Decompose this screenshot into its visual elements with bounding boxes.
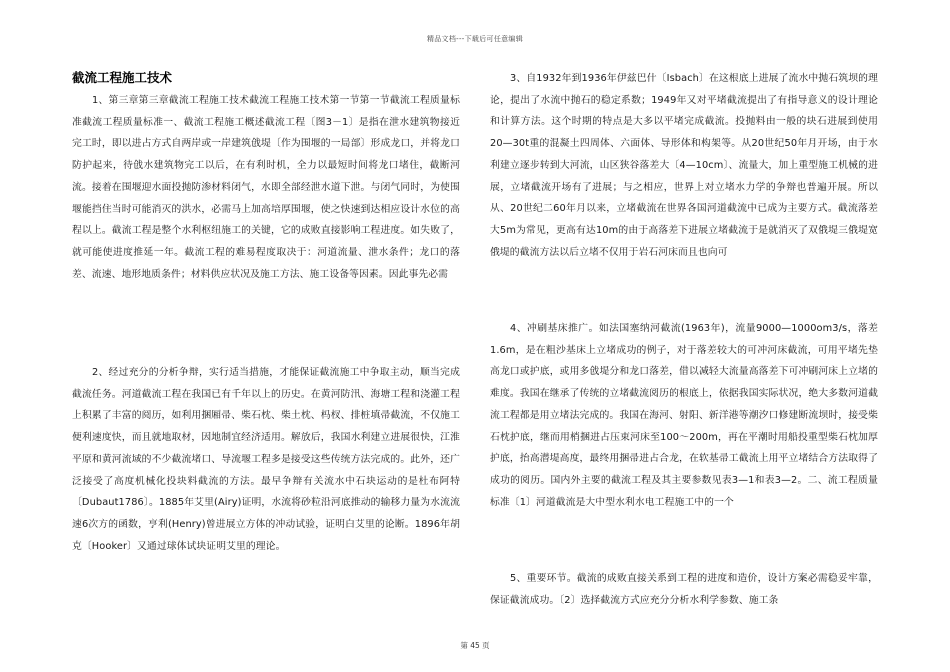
paragraph-2: 2、经过充分的分析争辩，实行适当措施，才能保证截流施工中争取主动，顺当完成截流任务。河道截流工程在我国已有千年以上的历史。在黄河防汛、海塘工程和浇灌工程上积累了丰富的阅历，如利用捆厢帚、柴石枕、柴土枕、杩杈、排桩填帚截流，不仅施工便利速度快，而且就地取材，因地制宜经济适用。解放后，我国水利建立进展很快，江淮平原和黄河流域的不少截流堵口、导流堰工程多是接受这些传统方法完成的。此外，还广泛接受了高度机械化投块料截流的方法。最早争辩有关流水中石块运动的是杜布阿特〔Dubaut1786〕。1885年艾里(Airy)证明，水流将砂粒沿河底推动的输移力量为水流流速6次方的函数，亨利(Henry)曾进展立方体的冲动试验，证明白艾里的论断。1896年胡克〔Hooker〕又通过球体试块证明艾里的理论。 [72, 367, 460, 552]
paragraph-5: 5、重要环节。截流的成败直接关系到工程的进度和造价，设计方案必需稳妥牢靠，保证截流成功。〔2〕选择截流方式应充分分析水利学参数、施工条 [490, 573, 878, 606]
paragraph-4: 4、冲刷基床推广。如法国塞纳河截流(1963年)，流量9000—1000om3/s，落差1.6m，是在粗沙基床上立堵成功的例子，对于落差较大的可冲河床截流，可用平堵先垫高龙口或护底，或用多戗堤分和龙口落差，借以减轻大流量高落差下可冲刷河床上立堵的难度。我国在继承了传统的立堵截流阅历的根底上，依据我国实际状况，绝大多数河道截流工程都是用立堵法完成的。我国在海河、射阳、新洋港等潮汐口修建断流坝时，接受柴石枕护底，继而用梢捆进占压束河床至100～200m，再在平潮时用船投重型柴石枕加厚护底，抬高潜堤高度，最终用捆帚进占合龙，在软基帚工截流上用平立堵结合方法取得了成功的阅历。国内外主要的截流工程及其主要参数见表3—1和表3—2。二、流工程质量标准〔1〕河道截流是大中型水利水电工程施工中的一个 [490, 323, 878, 508]
paragraph-3: 3、自1932年到1936年伊兹巴什〔Isbach〕在这根底上进展了流水中抛石筑坝的理论，提出了水流中抛石的稳定系数；1949年又对平堵截流提出了有指导意义的设计理论和计算方法。这个时期的特点是大多以平堵完成截流。投抛料由一般的块石进展到使用20—30t重的混凝土四周体、六面体、导形体和构架等。从20世纪50年月开场，由于水利建立逐步转到大河流，山区狭谷落差大〔4—10cm〕、流量大，加上重型施工机械的进展，立堵截流开场有了进展；与之相应，世界上对立堵水力学的争辩也普遍开展。所以从、20世纪二60年月以来，立堵截流在世界各国河道截流中已成为主要方式。截流落差大5m为常见，更高有达10m的由于高落差下进展立堵截流于是就消灭了双俄堤三俄堤宽俄堤的截流方法以后立堵不仅用于岩石河床而且也向可 [490, 73, 878, 258]
page-header-note: 精品文档---下载后可任意编辑 [426, 35, 524, 43]
document-title: 截流工程施工技术 [72, 70, 173, 85]
page-number: 第 45 页 [460, 641, 490, 650]
paragraph-1: 1、第三章第三章截流工程施工技术截流工程施工技术第一节第一节截流工程质量标准截流工程质量标准一、截流工程施工概述截流工程〔图3－1〕是指在泄水建筑物接近完工时，即以进占方式自两岸或一岸建筑戗堤〔作为围堰的一局部〕形成龙口，并将龙口防护起来，待戗水建筑物完工以后，在有利时机，全力以最短时间将龙口堵住，截断河流。接着在围堰迎水面投抛防渗材料闭气，水即全部经泄水道下泄。与闭气同时，为使围堰能挡住当时可能消灭的洪水，必需马上加高培厚围堰，使之快速到达相应设计水位的高程以上。截流工程是整个水利枢纽施工的关键，它的成败直接影响工程进度。如失败了，就可能使进度推延一年。截流工程的难易程度取决于：河道流量、泄水条件；龙口的落差、流速、地形地质条件；材料供应状况及施工方法、施工设备等因素。因此事先必需 [72, 95, 460, 280]
